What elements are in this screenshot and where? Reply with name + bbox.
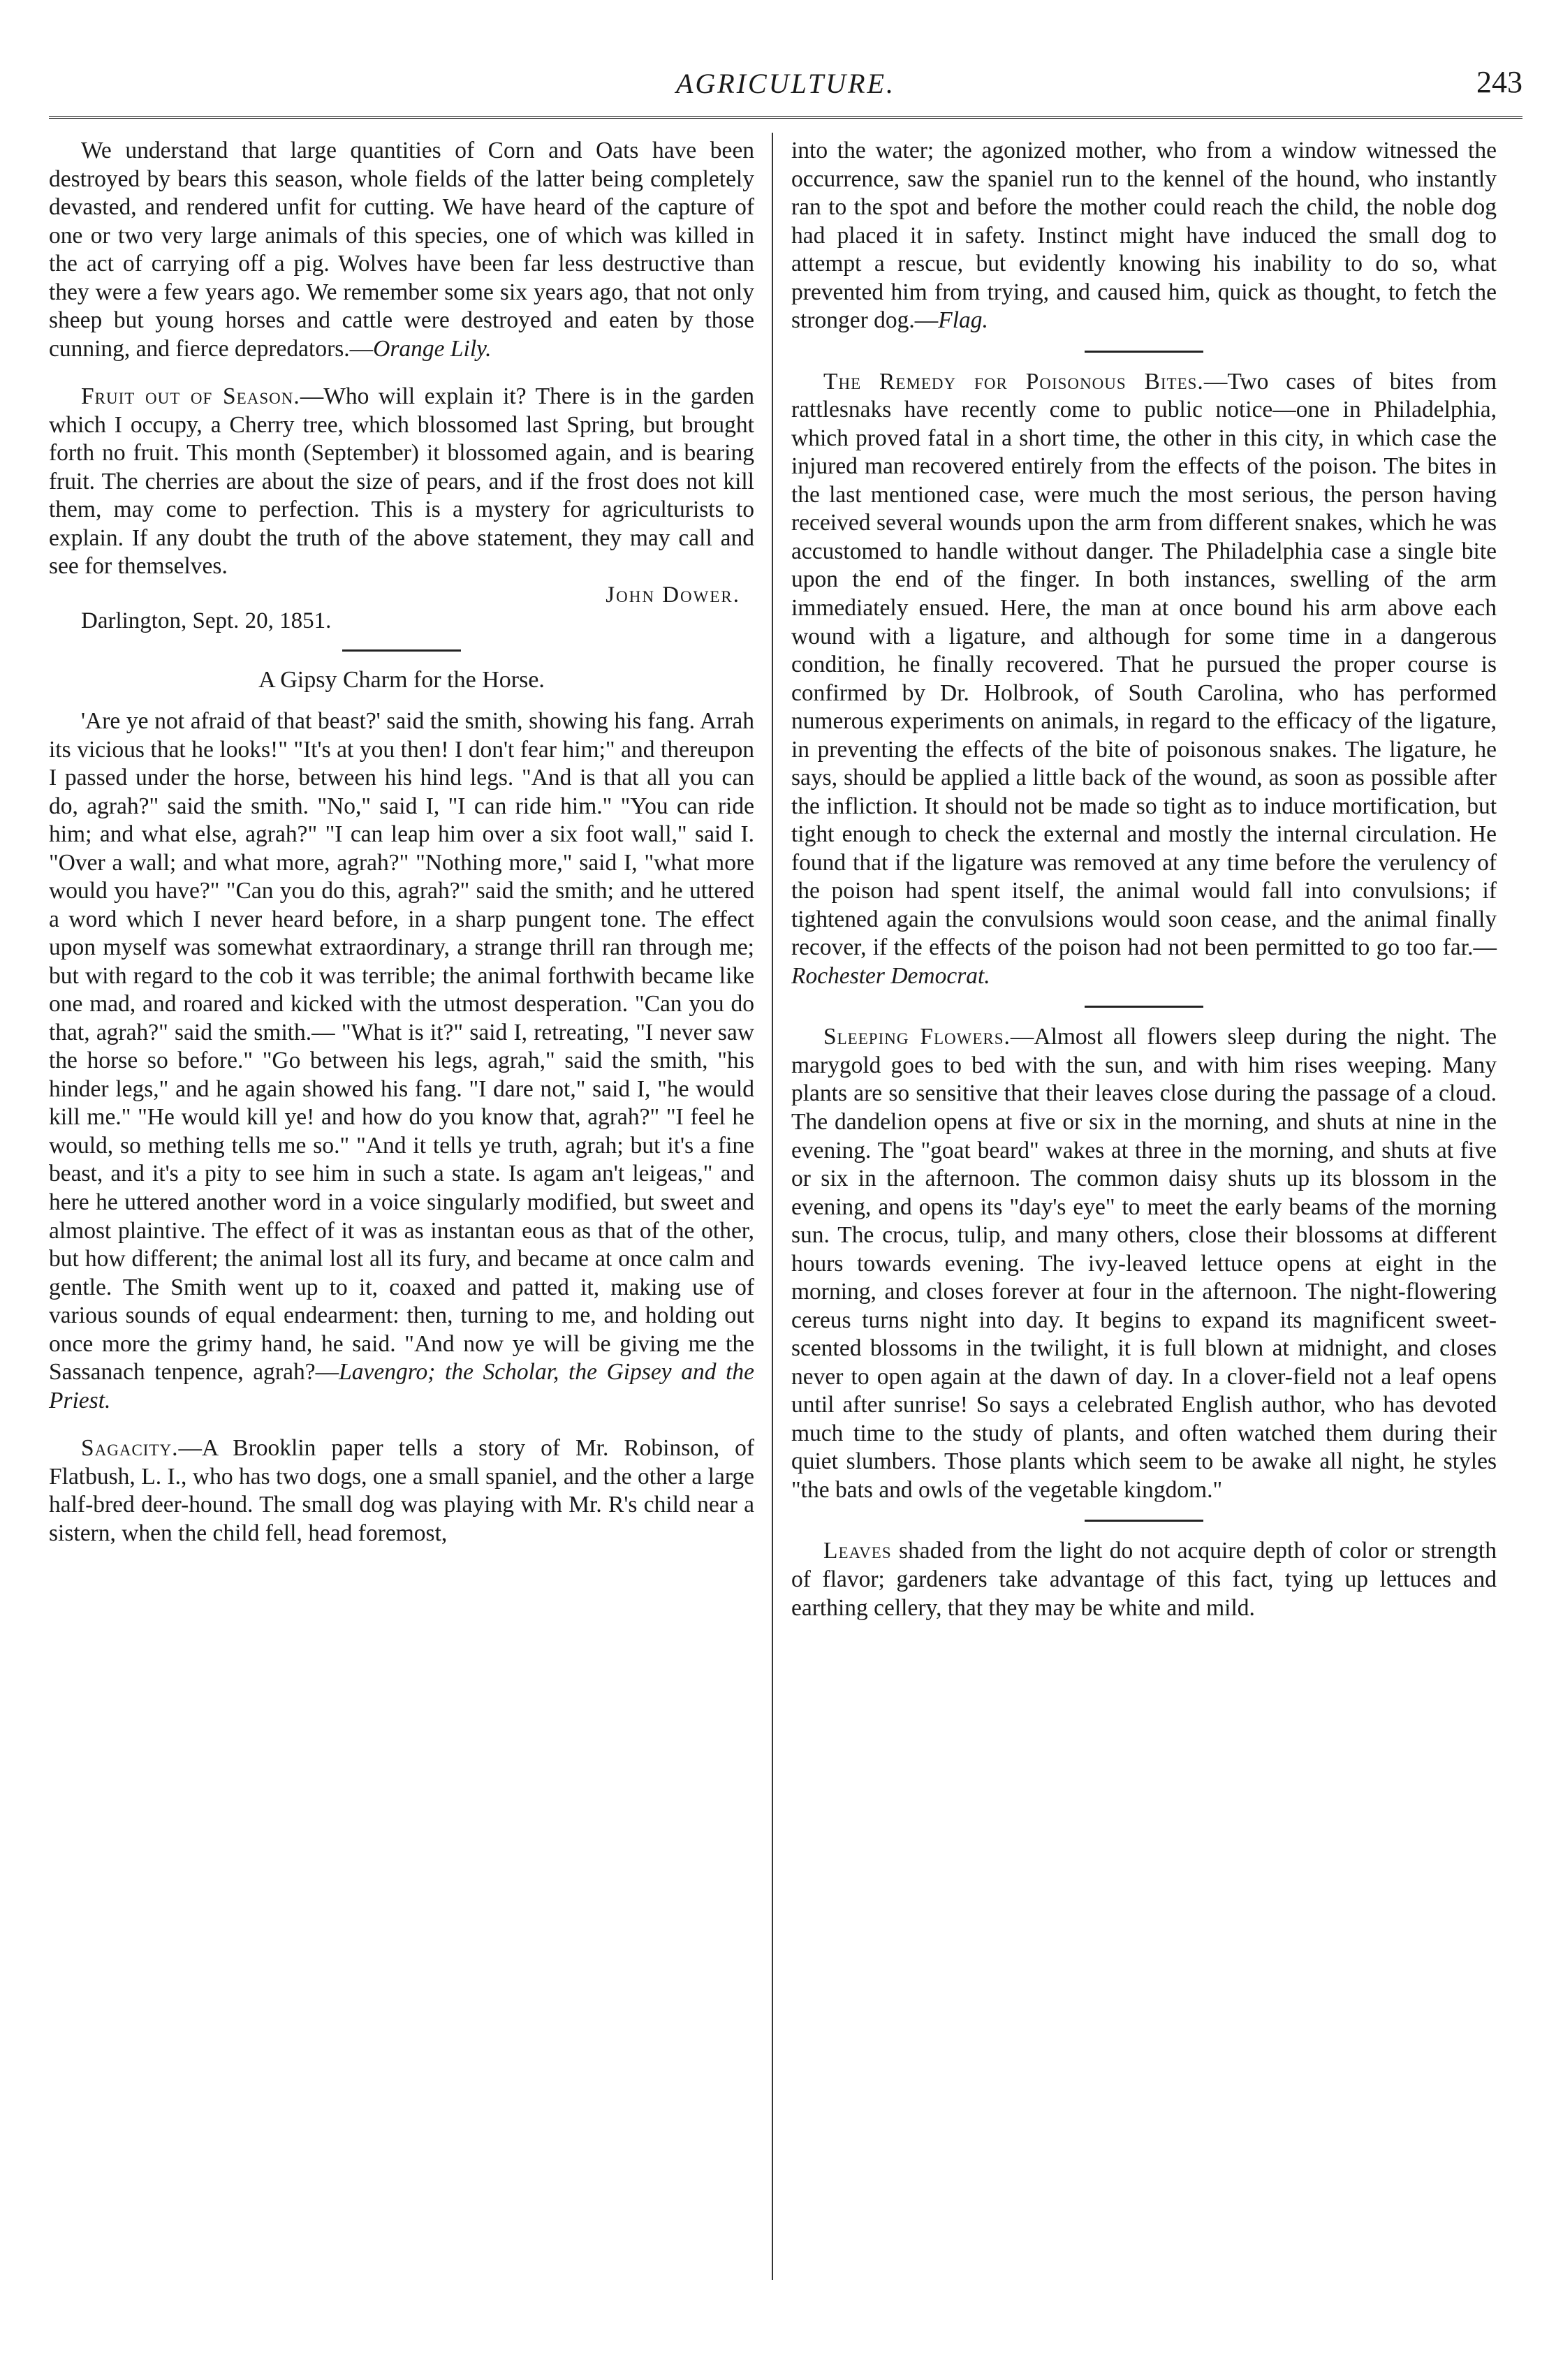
article-bears-text: We understand that large quantities of Corn and Oats have been destroyed by bears this season, whole fields of the latter being completely devasted, and rendered unfit for cutting. We have heard of the capture of one or two very large animals of this species, one of which was killed in the act of carrying off a pig. Wolves have been far less destructive than they were a few years ago. We remember some six years ago, that not only sheep but young horses and cattle were destroyed and eaten by those cunning, and fierce depredators.— <box>49 138 754 362</box>
article-leaves <box>791 1537 1497 1622</box>
article-bears <box>49 137 754 363</box>
right-column <box>791 137 1497 1622</box>
article-fruit <box>49 383 754 581</box>
article-gipsy-text: 'Are ye not afraid of that beast?' said the smith, showing his fang. Arrah its vicious that he looks!" "It's at you then! I don't fear him;" and thereupon I passed under the horse, between his hind legs. "And is that all you can do, agrah?" said the smith. "No," said I, "I can ride him." "You can ride him; and what else, agrah?" "I can leap him over a six foot wall," said I. "Over a wall; and what more, agrah?" "Nothing more," said I, "what more would you have?" "Can you do this, agrah?" said the smith; and he uttered a word which I never heard before, in a sharp pungent tone. The effect upon myself was somewhat extraordinary, a strange thrill ran through me; but with regard to the cob it was terrible; the animal forthwith became like one mad, and roared and kicked with the utmost desperation. "Can you do that, agrah?" said the smith.— "What is it?" said I, retreating, "I never saw the horse so before." "Go between his legs, agrah," said the smith, "his hinder legs," and he again showed his fang. "I dare not," said I, "he would kill me." "He would kill ye! and how do you know that, agrah?" "I feel he would, so mething tells me so." "And it tells ye truth, agrah; but it's a fine beast, and it's a pity to see him in such a state. Is agam an't leigeas," and here he uttered another word in a voice singularly modified, but sweet and almost plaintive. The effect of it was as instantan eous as that of the other, but how different; the animal lost all its fury, and became at once calm and gentle. The Smith went up to it, coaxed and patted it, making use of various sounds of equal endearment: then, turning to me, and holding out once more the grimy hand, he said. "And now ye will be giving me the Sassanach tenpence, agrah?— <box>49 707 754 1386</box>
article-sagacity-text: —A Brooklin paper tells a story of Mr. Robinson, of Flatbush, L. I., who has two dogs, one a small spaniel, and the other a large half-bred deer-hound. The small dog was playing with Mr. R's child near a sistern, when the child fell, head foremost, <box>49 1435 754 1546</box>
page-number: 243 <box>1476 65 1522 99</box>
article-sleeping-title: Sleeping Flowers. <box>823 1024 1011 1050</box>
article-gipsy <box>49 707 754 1415</box>
article-sagacity-title: Sagacity. <box>81 1435 179 1462</box>
article-leaves-title: Leaves <box>823 1538 892 1564</box>
article-gipsy-title: A Gipsy Charm for the Horse. <box>258 666 545 693</box>
column-divider <box>772 133 773 2280</box>
article-remedy-text: —Two cases of bites from rattlesnaks have recently come to public notice—one in Philadelphia, which proved fatal in a short time, the other in this city, in which case the injured man recovered entirely from the effects of the poison. The bites in the last mentioned case, were much the most serious, the person having received several wounds upon the arm from different snakes, which he was accustomed to handle without danger. The Philadelphia case a single bite upon the end of the finger. In both instances, swelling of the arm immediately ensued. Here, the man at once bound his arm above each wound with a ligature, and although for some time in a dangerous condition, he finally recovered. That he pursued the proper course is confirmed by Dr. Holbrook, of South Carolina, who has performed numerous experiments on animals, in regard to the efficacy of the ligature, in preventing the effects of the bite of poisonous snakes. The ligature, he says, should be applied a little back of the wound, as soon as possible after the infliction. It should not be made so tight as to induce mortification, but tight enough to check the external and mostly the internal circulation. He found that if the ligature was removed at any time before the verulency of the poison had spent itself, the animal would fall into convulsions; if tightened again the convulsions would soon cease, and the animal finally recover, if the effects of the poison had not been permitted to go too far.— <box>791 368 1497 961</box>
article-remedy-title: The Remedy for Poisonous Bites. <box>823 368 1204 395</box>
section-rule <box>1085 1520 1203 1522</box>
article-bears-source: Orange Lily. <box>373 335 492 362</box>
article-fruit-signature: John Dower. <box>606 582 740 608</box>
article-gipsy-source: Lavengro; the Scholar, the Gipsey and the Priest. <box>49 1359 754 1413</box>
header-rule <box>49 116 1522 119</box>
article-fruit-text: —Who will explain it? There is in the garden which I occupy, a Cherry tree, which blossomed last Spring, but brought forth no fruit. This month (September) it blossomed again, and is bearing fruit. The cherries are about the size of pears, and if the frost does not kill them, may come to perfection. This is a mystery for agriculturists to explain. If any doubt the truth of the above statement, they may call and see for themselves. <box>49 383 754 580</box>
article-remedy-source: Rochester Democrat. <box>791 962 990 989</box>
article-fruit-dateline: Darlington, Sept. 20, 1851. <box>81 608 332 633</box>
article-fruit-title: Fruit out of Season. <box>81 383 300 410</box>
article-sleeping-flowers <box>791 1023 1497 1504</box>
spacer <box>49 363 754 383</box>
running-title: AGRICULTURE. <box>675 68 896 99</box>
left-column <box>49 137 754 1548</box>
article-sagacity-source: Flag. <box>938 307 988 334</box>
article-sagacity-cont-text: into the water; the agonized mother, who from a window witnessed the occurrence, saw the spaniel run to the kennel of the hound, who instantly ran to the spot and before the mother could reach the child, the noble dog had placed it in safety. Instinct might have induced the small dog to attempt a rescue, but evidently knowing his inability to do so, what prevented him from trying, and caused him, quick as thought, to fetch the stronger dog.— <box>791 138 1497 334</box>
article-sagacity <box>49 1434 754 1548</box>
article-sleeping-text: —Almost all flowers sleep during the night. The marygold goes to bed with the sun, and with him rises weeping. Many plants are so sensitive that their leaves close during the passage of a cloud. The dandelion opens at five or six in the morning, and shuts at nine in the evening. The "goat beard" wakes at three in the morning, and shuts at five or six in the afternoon. The common daisy shuts up its blossom in the evening, and opens its "day's eye" to meet the early beams of the morning sun. The crocus, tulip, and many others, close their blossoms at different hours towards evening. The ivy-leaved lettuce opens at eight in the morning, and closes forever at four in the afternoon. The night-flowering cereus turns night into day. It begins to expand its magnificent sweet-scented blossoms in the twilight, it is full blown at midnight, and closes never to open again at the dawn of day. In a clover-field not a leaf opens until after sunrise! So says a celebrated English author, who has devoted much time to the study of plants, and often watched them during their quiet slumbers. Those plants which seem to be awake all night, he styles "the bats and owls of the vegetable kingdom." <box>791 1024 1497 1503</box>
article-remedy <box>791 368 1497 991</box>
section-rule <box>1085 351 1203 353</box>
page-header <box>49 64 1522 113</box>
section-rule <box>342 649 461 652</box>
article-sagacity-continued <box>791 137 1497 335</box>
article-leaves-text: shaded from the light do not acquire depth of color or strength of flavor; gardeners take advantage of this fact, tying up lettuces and earthing cellery, that they may be white and mild. <box>791 1538 1497 1621</box>
spacer <box>49 1415 754 1434</box>
section-rule <box>1085 1006 1203 1008</box>
